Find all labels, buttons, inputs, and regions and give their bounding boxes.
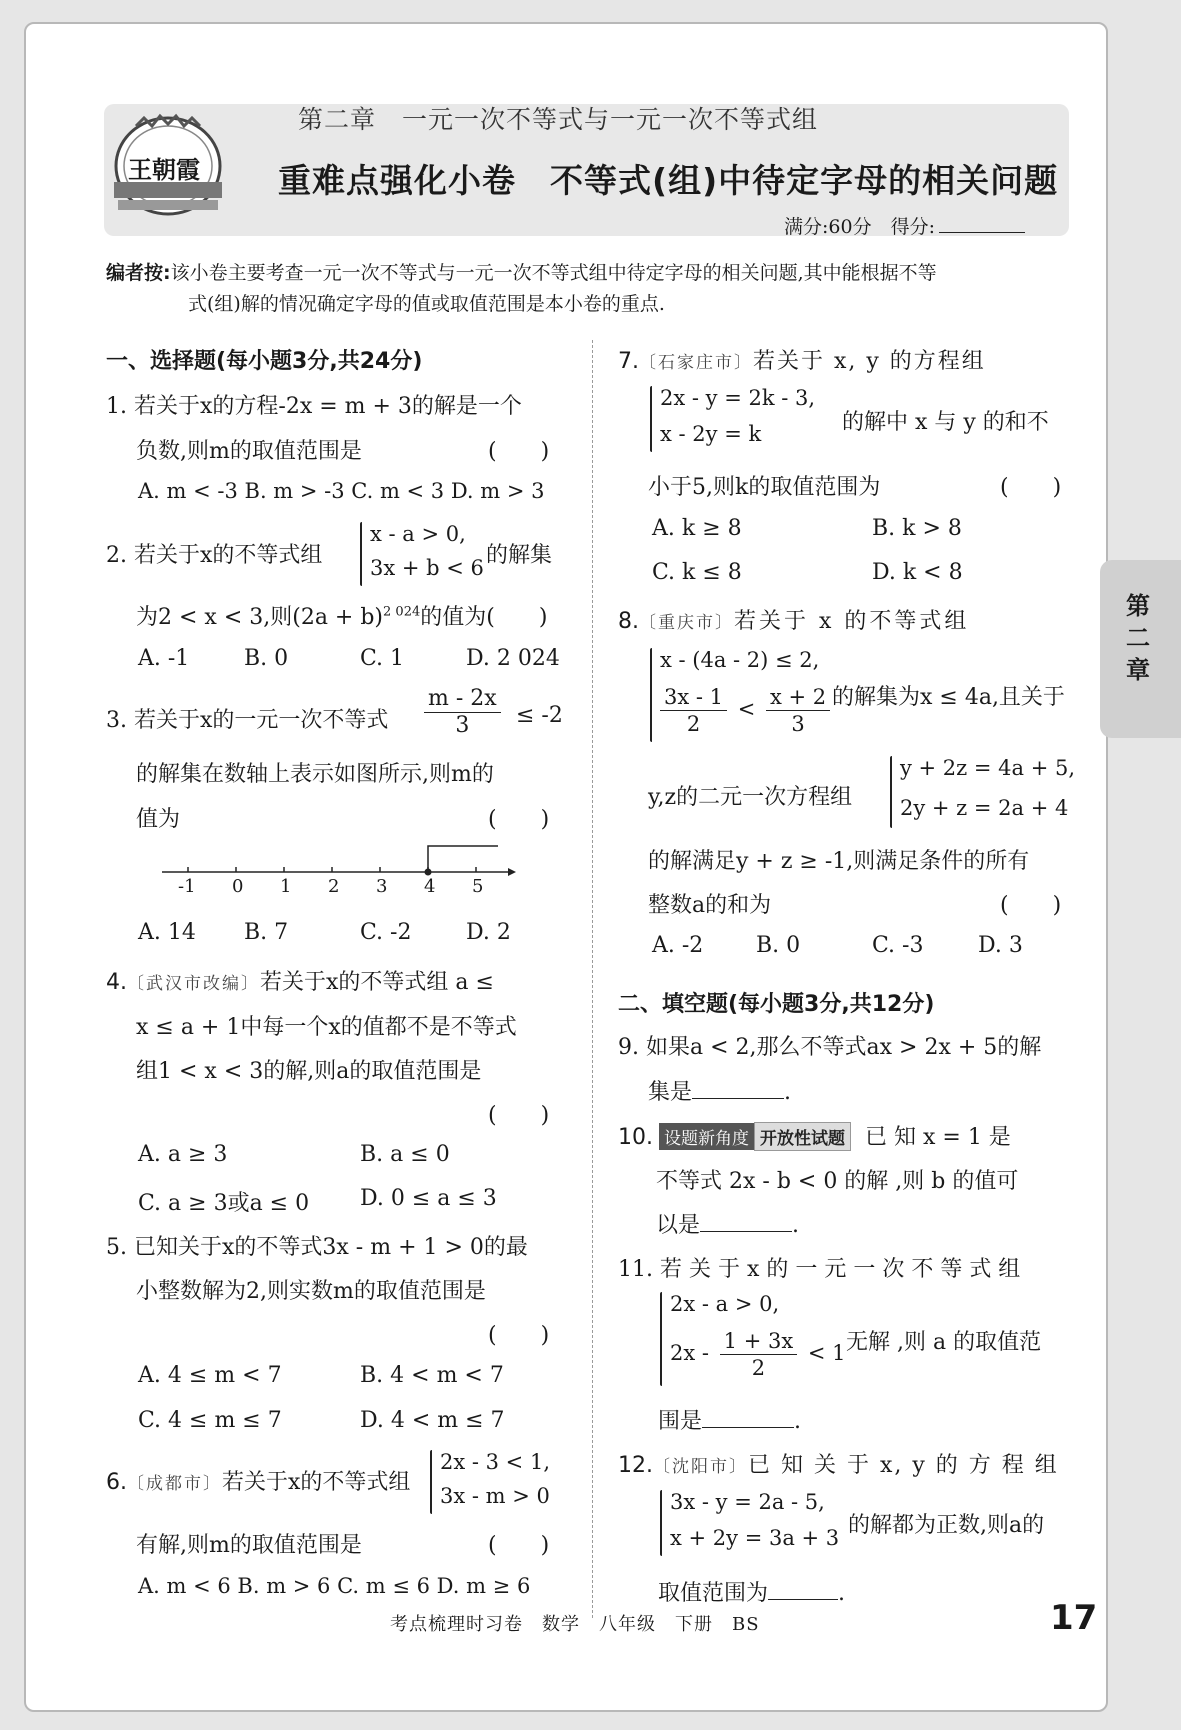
tick-label-1: 1	[280, 876, 292, 897]
q7-line3: 小于5,则k的取值范围为	[648, 475, 881, 500]
q7-optD[interactable]: D. k < 8	[872, 560, 963, 585]
q12-line1: 12.〔沈阳市〕已 知 关 于 x, y 的 方 程 组	[618, 1453, 1059, 1478]
q10-line1: 10. 设题新角度 开放性试题 已 知 x = 1 是	[618, 1120, 1011, 1151]
q2-sys1: x - a > 0,	[370, 522, 466, 546]
q9-blank[interactable]	[692, 1098, 784, 1099]
q6-sys2: 3x - m > 0	[440, 1484, 550, 1508]
tick-label-5: 5	[472, 876, 484, 897]
q8-optC[interactable]: C. -3	[872, 933, 924, 958]
q9-line1: 9. 如果a < 2,那么不等式ax > 2x + 5的解	[618, 1035, 1042, 1060]
q12-post: 的解都为正数,则a的	[848, 1513, 1045, 1538]
score-text: 满分:60分 得分:	[784, 216, 935, 238]
q4-source: 〔武汉市改编〕	[127, 974, 260, 994]
footer-text: 考点梳理时习卷 数学 八年级 下册 BS	[390, 1614, 760, 1635]
q8-frac2-num: x + 2	[766, 684, 830, 711]
q2-post: 的解集	[486, 543, 553, 568]
q6-line2: 有解,则m的取值范围是	[136, 1533, 362, 1558]
q11-frac-den: 2	[751, 1356, 766, 1380]
q1-line1: 1. 若关于x的方程-2x = m + 3的解是一个	[106, 394, 522, 419]
q5-line2: 小整数解为2,则实数m的取值范围是	[136, 1279, 486, 1304]
q3-line3: 值为	[136, 807, 181, 832]
q3-optA[interactable]: A. 14	[138, 920, 196, 945]
q2-exponent: 2 024	[383, 604, 421, 620]
q2-optC[interactable]: C. 1	[360, 646, 405, 671]
q11-line3: 围是 .	[658, 1409, 802, 1434]
q11-post: 无解 ,则 a 的取值范	[846, 1330, 1042, 1355]
q7-optC[interactable]: C. k ≤ 8	[652, 560, 742, 585]
q8-sys2: $\frac{3x - 1}{2}$ < $\frac{x + 2}{3}$	[660, 684, 830, 737]
q4-optC[interactable]: C. a ≥ 3或a ≤ 0	[138, 1191, 310, 1216]
q11-blank[interactable]	[702, 1427, 794, 1428]
q12-system-brace	[660, 1490, 662, 1556]
q8-system-brace	[650, 648, 652, 742]
q8-optB[interactable]: B. 0	[756, 933, 801, 958]
logo-text: 王朝霞	[128, 155, 200, 184]
q4-line2: x ≤ a + 1中每一个x的值都不是不等式	[136, 1015, 517, 1040]
q2-optB[interactable]: B. 0	[244, 646, 289, 671]
tick-label-3: 3	[376, 876, 388, 897]
q3-denominator: 3	[455, 713, 470, 738]
q7-paren[interactable]: ( )	[1000, 475, 1062, 500]
q8-line4: 的解满足y + z ≥ -1,则满足条件的所有	[648, 849, 1030, 874]
section1-title: 一、选择题(每小题3分,共24分)	[106, 349, 423, 374]
column-divider	[592, 340, 593, 1618]
q6-system-brace	[430, 1450, 432, 1514]
q12-source: 〔沈阳市〕	[653, 1457, 748, 1477]
q11-system-brace	[660, 1292, 662, 1386]
chapter-title: 第二章 一元一次不等式与一元一次不等式组	[298, 105, 819, 134]
q7-source: 〔石家庄市〕	[639, 353, 753, 373]
q5-optC[interactable]: C. 4 ≤ m ≤ 7	[138, 1408, 282, 1433]
q7-system-brace	[650, 386, 652, 452]
q12-line3: 取值范围为 .	[658, 1581, 846, 1606]
q3-optB[interactable]: B. 7	[244, 920, 289, 945]
tick-label-0: 0	[232, 876, 244, 897]
q12-sys2: x + 2y = 3a + 3	[670, 1526, 840, 1550]
note-label: 编者按:	[106, 262, 171, 284]
q8-frac1-num: 3x - 1	[660, 684, 727, 711]
q3-optD[interactable]: D. 2	[466, 920, 511, 945]
q8-system2-brace	[890, 756, 892, 828]
q7-line1: 7.〔石家庄市〕若关于 x, y 的方程组	[618, 349, 986, 374]
q3-numerator: m - 2x	[424, 686, 501, 713]
q10-line3: 以是 .	[656, 1213, 800, 1238]
q3-fraction	[424, 686, 501, 739]
q11-sys2: 2x - $\frac{1 + 3x}{2}$ < 1	[670, 1329, 846, 1380]
q6-source: 〔成都市〕	[127, 1474, 222, 1494]
q8-frac2-den: 3	[791, 712, 805, 736]
q3-prefix: 3. 若关于x的一元一次不等式	[106, 708, 389, 733]
q8-optA[interactable]: A. -2	[652, 933, 704, 958]
q1-options[interactable]: A. m < -3 B. m > -3 C. m < 3 D. m > 3	[138, 479, 545, 503]
q5-optD[interactable]: D. 4 < m ≤ 7	[360, 1408, 505, 1433]
score-line	[784, 212, 1025, 239]
q11-sys1: 2x - a > 0,	[670, 1292, 780, 1316]
q11-line1: 11. 若 关 于 x 的 一 元 一 次 不 等 式 组	[618, 1257, 1021, 1282]
q4-optA[interactable]: A. a ≥ 3	[138, 1142, 228, 1167]
q12-sys1: 3x - y = 2a - 5,	[670, 1490, 825, 1514]
q4-optB[interactable]: B. a ≤ 0	[360, 1142, 450, 1167]
q1-paren[interactable]: ( )	[488, 439, 550, 464]
q2-optD[interactable]: D. 2 024	[466, 646, 560, 671]
q4-line3: 组1 < x < 3的解,则a的取值范围是	[136, 1059, 482, 1084]
page-number: 17	[1050, 1598, 1098, 1638]
q3-paren[interactable]: ( )	[488, 807, 550, 832]
section2-title: 二、填空题(每小题3分,共12分)	[618, 992, 935, 1017]
page-title: 重难点强化小卷 不等式(组)中待定字母的相关问题	[278, 161, 1059, 200]
q5-optA[interactable]: A. 4 ≤ m < 7	[138, 1363, 282, 1388]
q1-line2: 负数,则m的取值范围是	[136, 439, 362, 464]
q8-frac1-den: 2	[686, 712, 701, 736]
q5-paren[interactable]: ( )	[488, 1323, 550, 1348]
q4-optD[interactable]: D. 0 ≤ a ≤ 3	[360, 1186, 497, 1211]
q8-paren[interactable]: ( )	[1000, 893, 1062, 918]
q8-sys1: x - (4a - 2) ≤ 2,	[660, 648, 820, 672]
q7-sys2: x - 2y = k	[660, 422, 762, 446]
q8-sys3: y + 2z = 4a + 5,	[900, 756, 1076, 780]
q8-line5: 整数a的和为	[648, 893, 772, 918]
score-blank[interactable]	[939, 232, 1025, 233]
q9-line2: 集是 .	[648, 1080, 792, 1105]
q7-optA[interactable]: A. k ≥ 8	[652, 516, 742, 541]
q2-sys2: 3x + b < 6	[370, 556, 484, 580]
q7-sys1: 2x - y = 2k - 3,	[660, 386, 816, 410]
q12-blank[interactable]	[768, 1599, 838, 1600]
q7-post: 的解中 x 与 y 的和不	[842, 410, 1049, 435]
q6-sys1: 2x - 3 < 1,	[440, 1450, 550, 1474]
q3-post: ≤ -2	[516, 703, 563, 728]
q10-badge-new-angle: 设题新角度	[659, 1123, 754, 1150]
tick-label-4: 4	[424, 876, 436, 897]
q8-post: 的解集为x ≤ 4a,且关于	[832, 685, 1065, 710]
q4-paren[interactable]: ( )	[488, 1103, 550, 1128]
q2-optA[interactable]: A. -1	[138, 646, 190, 671]
q10-line2: 不等式 2x - b < 0 的解 ,则 b 的值可	[656, 1169, 1019, 1194]
q8-source: 〔重庆市〕	[639, 613, 734, 633]
q8-line1: 8.〔重庆市〕若关于 x 的不等式组	[618, 609, 970, 634]
q10-badge-open: 开放性试题	[754, 1122, 851, 1151]
q11-frac-num: 1 + 3x	[720, 1328, 798, 1355]
q10-blank[interactable]	[700, 1231, 792, 1232]
q2-system-brace	[360, 522, 362, 586]
q4-line1: 4.〔武汉市改编〕若关于x的不等式组 a ≤	[106, 970, 494, 995]
q8-sys4: 2y + z = 2a + 4	[900, 796, 1069, 820]
q7-optB[interactable]: B. k > 8	[872, 516, 962, 541]
note-line-2: 式(组)解的情况确定字母的值或取值范围是本小卷的重点.	[188, 293, 665, 315]
q2-line2: 为2 < x < 3,则$(2a + b)^{2 024}$的值为( )	[136, 604, 548, 630]
q6-paren[interactable]: ( )	[488, 1533, 550, 1558]
q3-optC[interactable]: C. -2	[360, 920, 412, 945]
q8-line3: y,z的二元一次方程组	[648, 785, 853, 810]
q2-prefix: 2. 若关于x的不等式组	[106, 543, 323, 568]
q8-optD[interactable]: D. 3	[978, 933, 1023, 958]
note-line-1: 编者按:该小卷主要考查一元一次不等式与一元一次不等式组中待定字母的相关问题,其中能根据不等	[106, 262, 937, 284]
q6-options[interactable]: A. m < 6 B. m > 6 C. m ≤ 6 D. m ≥ 6	[138, 1574, 531, 1598]
q6-line1: 6.〔成都市〕若关于x的不等式组	[106, 1470, 411, 1495]
q5-line1: 5. 已知关于x的不等式3x - m + 1 > 0的最	[106, 1235, 528, 1260]
chapter-side-tab-label: 第二章	[1126, 592, 1150, 684]
tick-label-2: 2	[328, 876, 340, 897]
editor-note	[106, 258, 1076, 320]
q5-optB[interactable]: B. 4 < m < 7	[360, 1363, 504, 1388]
tick-label-m1: -1	[178, 876, 196, 897]
q3-line2: 的解集在数轴上表示如图所示,则m的	[136, 762, 494, 787]
